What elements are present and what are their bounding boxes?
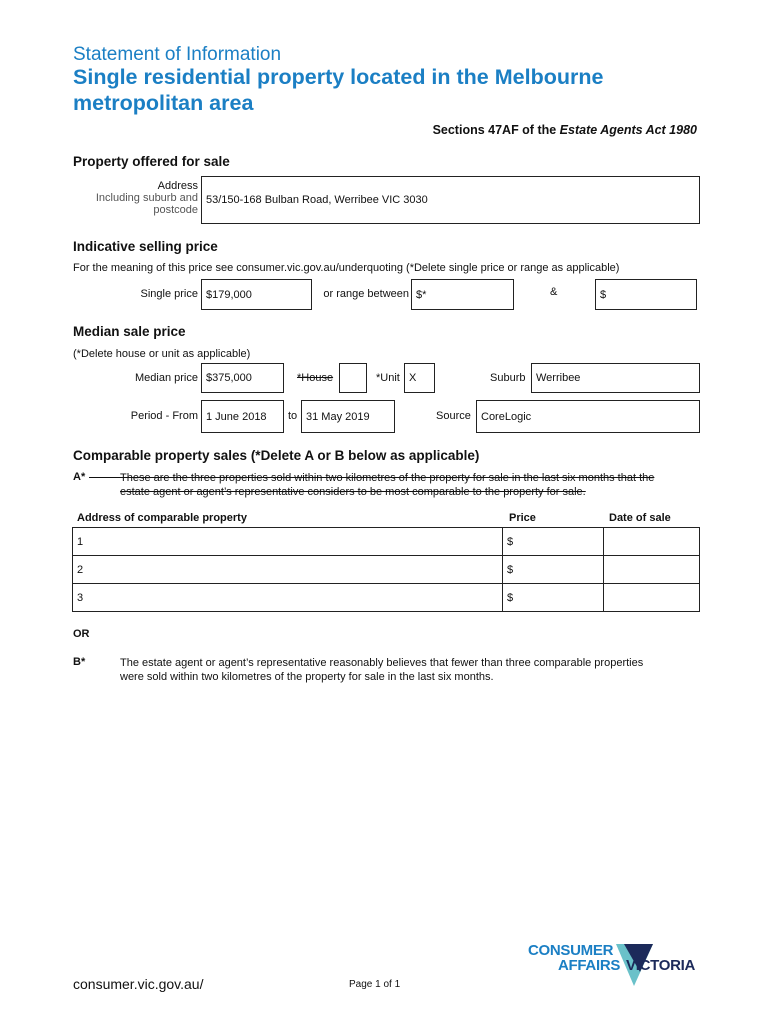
col-date-header: Date of sale	[609, 512, 671, 524]
sections-reference: Sections 47AF of the Estate Agents Act 1980	[432, 123, 697, 137]
option-a-strike-line	[89, 477, 120, 478]
address-field[interactable]: 53/150-168 Bulban Road, Werribee VIC 3030	[201, 176, 700, 224]
or-separator: OR	[73, 628, 90, 640]
date-cell[interactable]	[604, 584, 700, 612]
date-cell[interactable]	[604, 528, 700, 556]
address-label: Address Including suburb and postcode	[95, 180, 198, 216]
page-number: Page 1 of 1	[349, 979, 401, 990]
house-field[interactable]	[339, 363, 367, 393]
comparable-table	[72, 527, 700, 612]
col-price-header: Price	[509, 512, 536, 524]
period-to-field[interactable]: 31 May 2019	[301, 400, 395, 433]
document-title: Single residential property located in the Melbourne metropolitan area	[73, 65, 604, 115]
range-to-field[interactable]: $	[595, 279, 697, 310]
unit-label: *Unit	[376, 372, 400, 384]
period-to-label: to	[288, 410, 298, 422]
period-from-field[interactable]: 1 June 2018	[201, 400, 284, 433]
range-label: or range between	[323, 288, 409, 300]
address-cell[interactable]: 3	[73, 584, 503, 612]
suburb-label: Suburb	[490, 372, 526, 384]
house-label: *House	[297, 372, 334, 384]
consumer-affairs-victoria-logo	[528, 940, 708, 990]
act-name: Estate Agents Act 1980	[559, 123, 697, 137]
option-b-label: B*	[73, 656, 86, 668]
table-row	[73, 528, 700, 556]
indicative-heading: Indicative selling price	[73, 239, 218, 254]
price-cell[interactable]: $	[503, 584, 604, 612]
price-cell[interactable]: $	[503, 556, 604, 584]
comparable-heading: Comparable property sales (*Delete A or B below as applicable)	[73, 448, 480, 463]
logo-word-consumer: CONSUMER	[528, 942, 614, 959]
single-price-label: Single price	[140, 288, 198, 300]
document-subtitle: Statement of Information	[73, 44, 282, 65]
address-cell[interactable]: 1	[73, 528, 503, 556]
single-price-field[interactable]: $179,000	[201, 279, 312, 310]
logo-word-affairs: AFFAIRS	[558, 957, 621, 974]
table-row	[73, 556, 700, 584]
property-heading: Property offered for sale	[73, 154, 230, 169]
date-cell[interactable]	[604, 556, 700, 584]
median-heading: Median sale price	[73, 324, 186, 339]
period-from-label: Period - From	[130, 410, 198, 422]
suburb-field[interactable]: Werribee	[531, 363, 700, 393]
median-note: (*Delete house or unit as applicable)	[73, 348, 251, 360]
address-cell[interactable]: 2	[73, 556, 503, 584]
indicative-note: For the meaning of this price see consumer.vic.gov.au/underquoting (*Delete single price or range as applicable)	[73, 262, 620, 274]
median-price-field[interactable]: $375,000	[201, 363, 284, 393]
unit-field[interactable]: X	[404, 363, 435, 393]
range-from-field[interactable]: $*	[411, 279, 514, 310]
option-b-text: The estate agent or agent’s representative reasonably believes that fewer than three comparable properties were sold within two kilometres of the property for sale in the last six months.	[120, 657, 644, 683]
col-address-header: Address of comparable property	[77, 512, 247, 524]
source-label: Source	[436, 410, 471, 422]
footer-url[interactable]: consumer.vic.gov.au/	[73, 976, 204, 992]
logo-word-victoria: VICTORIA	[626, 957, 695, 974]
option-a-label: A*	[73, 471, 86, 483]
table-row	[73, 584, 700, 612]
range-ampersand: &	[550, 286, 558, 298]
median-price-label: Median price	[135, 372, 198, 384]
source-field[interactable]: CoreLogic	[476, 400, 700, 433]
price-cell[interactable]: $	[503, 528, 604, 556]
option-a-text: These are the three properties sold within two kilometres of the property for sale in the last six months that the estate agent or agent’s representative considers to be most comparable to the property for sale.	[120, 472, 655, 498]
